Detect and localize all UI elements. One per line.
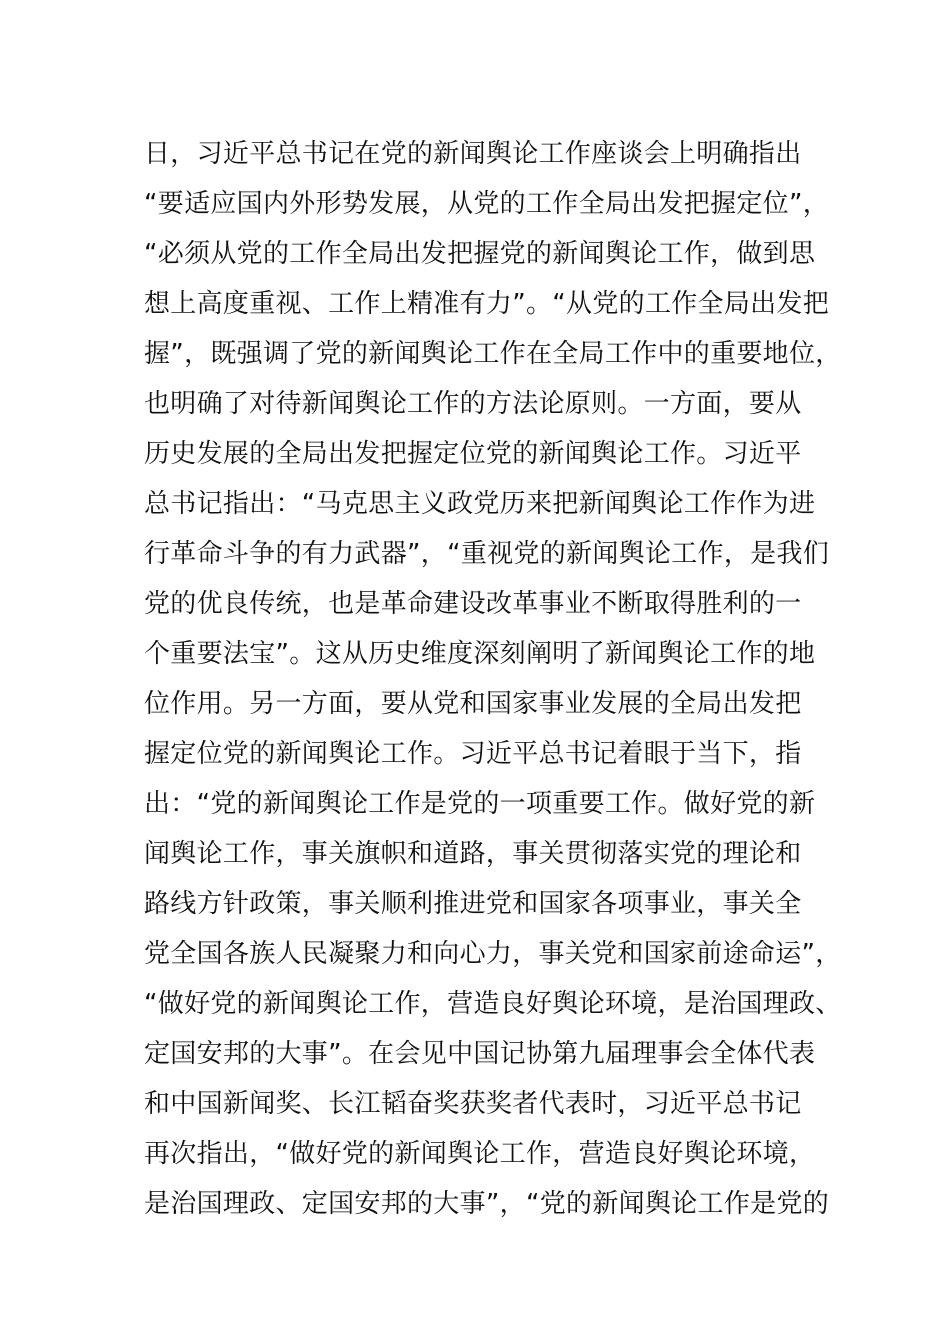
text-line-16: 路线方针政策，事关顺利推进党和国家各项事业，事关全	[144, 889, 802, 919]
text-line-22: 是治国理政、定国安邦的大事”，“党的新闻舆论工作是党的	[144, 1189, 830, 1219]
text-line-21: 再次指出，“做好党的新闻舆论工作，营造良好舆论环境，	[144, 1139, 816, 1169]
text-line-5: 握”，既强调了党的新闻舆论工作在全局工作中的重要地位，	[144, 339, 842, 369]
text-line-1: 日，习近平总书记在党的新闻舆论工作座谈会上明确指出	[144, 139, 802, 169]
text-line-2: “要适应国内外形势发展，从党的工作全局出发把握定位”，	[144, 189, 830, 219]
text-line-4: 想上高度重视、工作上精准有力”。“从党的工作全局出发把	[144, 289, 830, 319]
text-line-14: 出：“党的新闻舆论工作是党的一项重要工作。做好党的新	[144, 789, 816, 819]
text-line-19: 定国安邦的大事”。在会见中国记协第九届理事会全体代表	[144, 1039, 816, 1069]
body-text	[144, 129, 844, 1229]
text-line-17: 党全国各族人民凝聚力和向心力，事关党和国家前途命运”，	[144, 939, 842, 969]
text-line-13: 握定位党的新闻舆论工作。习近平总书记着眼于当下，指	[144, 739, 802, 769]
text-line-8: 总书记指出：“马克思主义政党历来把新闻舆论工作作为进	[144, 489, 816, 519]
text-line-15: 闻舆论工作，事关旗帜和道路，事关贯彻落实党的理论和	[144, 839, 802, 869]
text-line-9: 行革命斗争的有力武器”，“重视党的新闻舆论工作，是我们	[144, 539, 830, 569]
text-line-18: “做好党的新闻舆论工作，营造良好舆论环境，是治国理政、	[144, 989, 842, 1019]
text-line-7: 历史发展的全局出发把握定位党的新闻舆论工作。习近平	[144, 439, 802, 469]
text-line-6: 也明确了对待新闻舆论工作的方法论原则。一方面，要从	[144, 389, 802, 419]
text-line-20: 和中国新闻奖、长江韬奋奖获奖者代表时，习近平总书记	[144, 1089, 802, 1119]
text-line-12: 位作用。另一方面，要从党和国家事业发展的全局出发把	[144, 689, 802, 719]
text-line-10: 党的优良传统，也是革命建设改革事业不断取得胜利的一	[144, 589, 802, 619]
text-line-11: 个重要法宝”。这从历史维度深刻阐明了新闻舆论工作的地	[144, 639, 816, 669]
text-line-3: “必须从党的工作全局出发把握党的新闻舆论工作，做到思	[144, 239, 816, 269]
